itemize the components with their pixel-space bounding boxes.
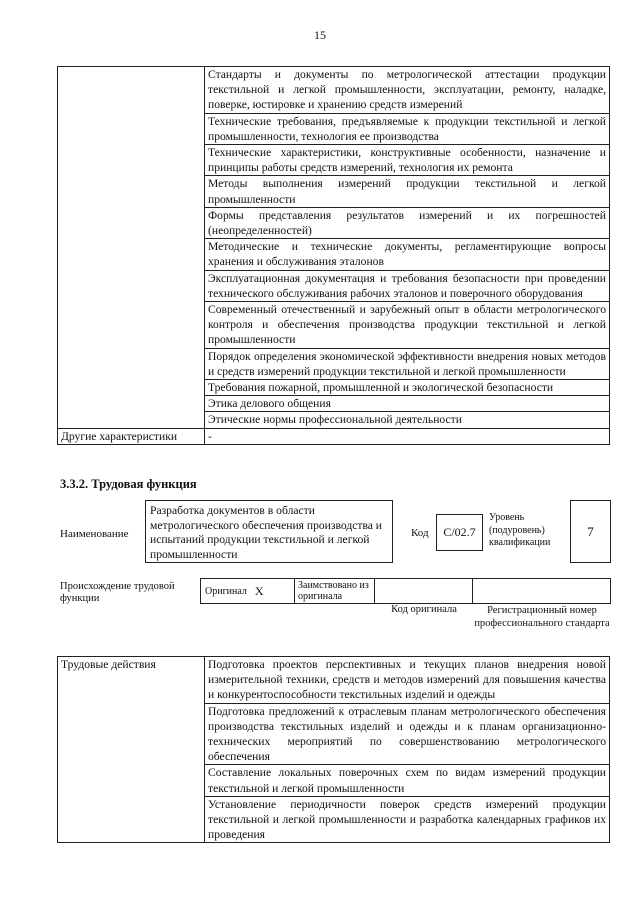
section-title: 3.3.2. Трудовая функция — [60, 477, 197, 491]
labor-action-item: Подготовка проектов перспективных и текущих планов внедрения новой измерительной техники, средств и методов измерений для повышения качества и конкурентоспособности текстильных изделий и одежды — [205, 657, 610, 704]
knowledge-item: Порядок определения экономической эффективности внедрения новых методов и средств измерений продукции текстильной и легкой промышленности — [205, 348, 610, 379]
origin-code-cell — [375, 578, 473, 604]
function-code-value: C/02.7 — [436, 514, 483, 551]
code-label: Код — [411, 527, 429, 539]
knowledge-item: Формы представления результатов измерений и их погрешностей (неопределенностей) — [205, 207, 610, 238]
knowledge-item: Этические нормы профессиональной деятельности — [205, 412, 610, 428]
origin-borrowed-cell: Заимствовано из оригинала — [295, 578, 375, 604]
knowledge-item: Требования пожарной, промышленной и экологической безопасности — [205, 380, 610, 396]
knowledge-item: Методы выполнения измерений продукции текстильной и легкой промышленности — [205, 176, 610, 207]
origin-original-mark: X — [254, 583, 264, 598]
knowledge-item: Современный отечественный и зарубежный опыт в области метрологического контроля и обеспечения производства продукции текстильной и легкой промышленности — [205, 302, 610, 349]
origin-label: Происхождение трудовой функции — [60, 581, 175, 604]
qualification-level-value: 7 — [570, 500, 611, 563]
origin-code-caption: Код оригинала — [391, 604, 457, 615]
knowledge-item: Эксплуатационная документация и требования безопасности при проведении технического обслуживания рабочих эталонов и поверочного оборудования — [205, 270, 610, 301]
knowledge-item: Технические характеристики, конструктивные особенности, назначение и принципы работы средств измерений, технология их ремонта — [205, 145, 610, 176]
labor-action-item: Подготовка предложений к отраслевым планам метрологического обеспечения производства текстильных изделий и одежды и к планам организационно-технических мероприятий по совершенствованию метрологического обеспечения — [205, 703, 610, 765]
page-number: 15 — [314, 28, 326, 42]
other-characteristics-value: - — [205, 428, 610, 444]
origin-row — [200, 578, 611, 604]
knowledge-item: Технические требования, предъявляемые к продукции текстильной и легкой промышленности, технология ее производства — [205, 113, 610, 144]
function-name-value: Разработка документов в области метрологического обеспечения производства и испытаний продукции текстильной и легкой промышленности — [145, 500, 393, 563]
knowledge-label-cell — [58, 67, 205, 429]
other-characteristics-label: Другие характеристики — [58, 428, 205, 444]
knowledge-item: Стандарты и документы по метрологической аттестации продукции текстильной и легкой промышленности, эксплуатации, ремонту, наладке, поверке, юстировке и хранению средств измерений — [205, 67, 610, 114]
origin-original-label: Оригинал — [205, 585, 247, 597]
qualification-level-label: Уровень (подуровень) квалификации — [489, 512, 551, 548]
origin-reg-caption: Регистрационный номер профессионального стандарта — [474, 605, 610, 629]
table-row — [58, 428, 610, 444]
labor-actions-table — [57, 656, 610, 843]
origin-original-cell — [200, 578, 295, 604]
origin-reg-number-cell — [473, 578, 611, 604]
table-row — [58, 67, 610, 114]
labor-actions-label: Трудовые действия — [58, 657, 205, 843]
knowledge-table — [57, 66, 610, 445]
table-row — [58, 657, 610, 704]
knowledge-item: Этика делового общения — [205, 396, 610, 412]
labor-action-item: Составление локальных поверочных схем по видам измерений продукции текстильной и легкой промышленности — [205, 765, 610, 796]
name-label: Наименование — [60, 528, 129, 540]
labor-action-item: Установление периодичности поверок средств измерений продукции текстильной и легкой промышленности и разработка календарных графиков их проведения — [205, 796, 610, 843]
knowledge-item: Методические и технические документы, регламентирующие вопросы хранения и обслуживания эталонов — [205, 239, 610, 270]
